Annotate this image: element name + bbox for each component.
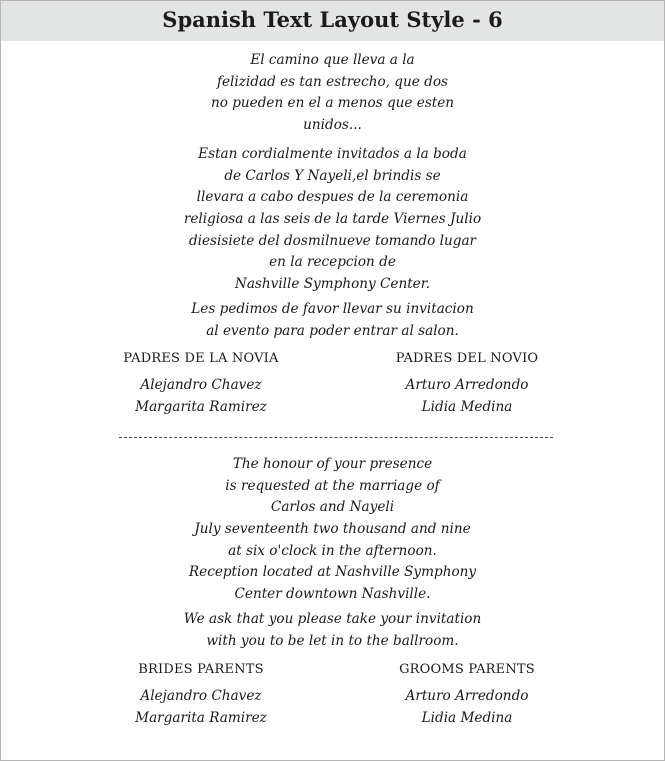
text-line: We ask that you please take your invitation xyxy=(183,611,482,627)
text-line: de Carlos Y Nayeli,el brindis se xyxy=(224,167,441,184)
parent-name: Alejandro Chavez xyxy=(140,377,262,393)
text-line: en la recepcion de xyxy=(269,254,396,271)
title-bar xyxy=(1,1,664,41)
spanish-request xyxy=(1,299,664,342)
text-line: at six o'clock in the afternoon. xyxy=(228,542,437,559)
parents-heading: BRIDES PARENTS xyxy=(138,662,264,677)
text-line: Center downtown Nashville. xyxy=(234,586,431,603)
text-line: Nashville Symphony Center. xyxy=(234,276,431,293)
parent-name: Arturo Arredondo xyxy=(405,688,529,704)
text-line: with you to be let in to the ballroom. xyxy=(206,632,459,649)
parents-heading: PADRES DEL NOVIO xyxy=(395,351,539,366)
text-line: Reception located at Nashville Symphony xyxy=(188,564,477,581)
bride-parents xyxy=(111,349,291,418)
text-line: llevara a cabo despues de la ceremonia xyxy=(196,189,469,206)
parent-name: Margarita Ramirez xyxy=(135,709,267,726)
text-line: The honour of your presence xyxy=(232,456,433,472)
english-invitation xyxy=(1,454,664,606)
parent-name: Alejandro Chavez xyxy=(140,688,262,704)
groom-parents xyxy=(376,349,558,418)
parents-heading: PADRES DE LA NOVIA xyxy=(123,351,279,366)
text-line: diesisiete del dosmilnueve tomando lugar xyxy=(188,232,477,249)
text-line: is requested at the marriage of xyxy=(225,477,440,494)
text-line: Estan cordialmente invitados a la boda xyxy=(198,146,467,162)
dashed-divider xyxy=(119,437,553,438)
text-line: July seventeenth two thousand and nine xyxy=(194,521,471,538)
english-request xyxy=(1,609,664,652)
page-title: Spanish Text Layout Style - 6 xyxy=(162,7,503,32)
text-line: Carlos and Nayeli xyxy=(270,499,395,516)
parent-name: Lidia Medina xyxy=(421,709,513,726)
text-line: El camino que lleva a la xyxy=(250,52,415,68)
parent-name: Lidia Medina xyxy=(421,398,513,415)
bride-parents xyxy=(111,660,291,729)
text-line: Les pedimos de favor llevar su invitacion xyxy=(191,301,474,317)
text-line: religiosa a las seis de la tarde Viernes Julio xyxy=(183,211,482,228)
spanish-quote xyxy=(1,50,664,137)
parent-name: Margarita Ramirez xyxy=(135,398,267,415)
groom-parents xyxy=(376,660,558,729)
spanish-invitation xyxy=(1,144,664,296)
parents-heading: GROOMS PARENTS xyxy=(399,662,535,677)
text-line: felizidad es tan estrecho, que dos xyxy=(216,73,448,90)
text-line: unidos... xyxy=(303,117,362,134)
text-line: al evento para poder entrar al salon. xyxy=(206,322,459,339)
parent-name: Arturo Arredondo xyxy=(405,377,529,393)
text-line: no pueden en el a menos que esten xyxy=(210,95,455,112)
